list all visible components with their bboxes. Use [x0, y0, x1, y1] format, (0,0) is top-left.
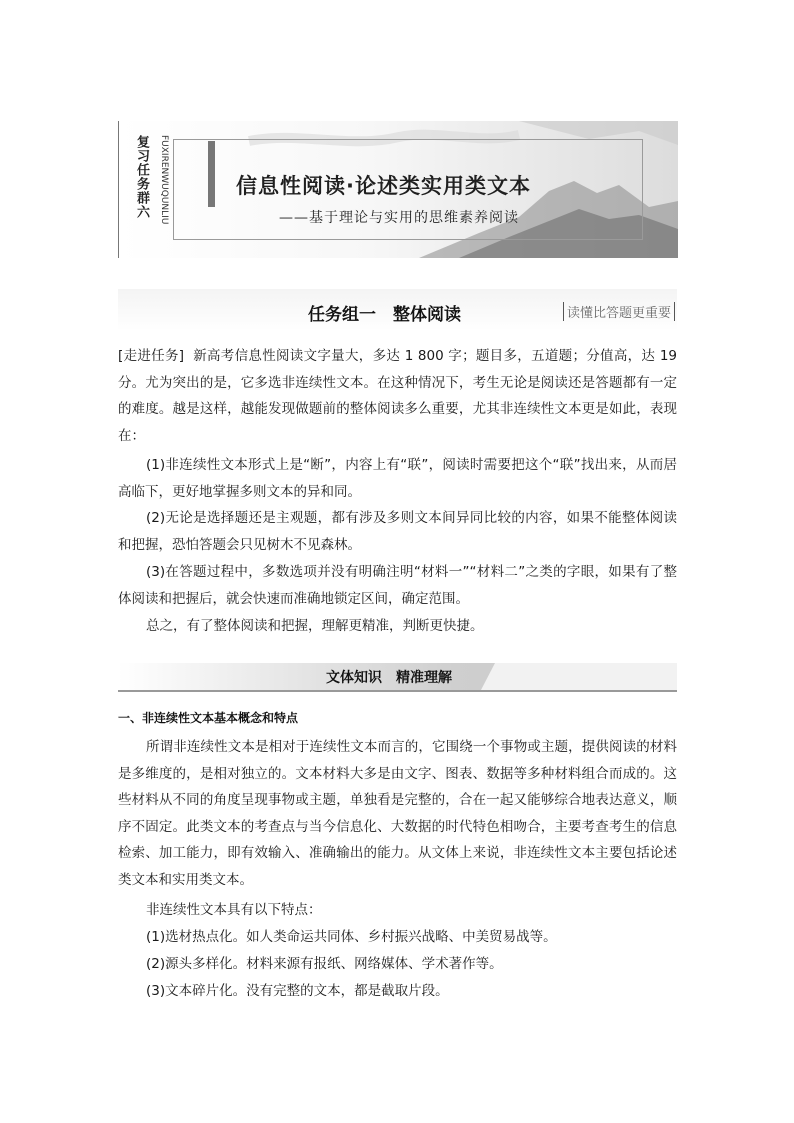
intro-label: [走进任务]: [118, 348, 185, 364]
section-title: 文体知识 精准理解: [326, 670, 452, 686]
point-2: (2)无论是选择题还是主观题，都有涉及多则文本间异同比较的内容，如果不能整体阅读和把握，恐怕答题会只见树木不见森林。: [118, 510, 677, 553]
section-band: [118, 663, 677, 692]
decorative-bar: [208, 141, 215, 207]
chapter-title: 信息性阅读·论述类实用类文本: [236, 174, 531, 198]
subsection-heading: 一、非连续性文本基本概念和特点: [118, 711, 299, 725]
vertical-chapter-label: 复习任务群六: [134, 135, 149, 219]
chapter-banner: [118, 121, 678, 258]
features-intro: 非连续性文本具有以下特点：: [146, 902, 322, 918]
point-3: (3)在答题过程中，多数选项并没有明确注明“材料一”“材料二”之类的字眼，如果有了整体阅读和把握后，就会快速而准确地锁定区间，确定范围。: [118, 564, 677, 607]
chapter-subtitle: ——基于理论与实用的思维素养阅读: [279, 210, 519, 226]
feature-2: (2)源头多样化。材料来源有报纸、网络媒体、学术著作等。: [146, 956, 503, 972]
intro-paragraph: [118, 343, 677, 449]
feature-1: (1)选材热点化。如人类命运共同体、乡村振兴战略、中美贸易战等。: [146, 929, 557, 945]
task-group-title: 任务组一 整体阅读: [308, 305, 461, 325]
definition-paragraph: 所谓非连续性文本是相对于连续性文本而言的，它围绕一个事物或主题，提供阅读的材料是多维度的，是相对独立的。文本材料大多是由文字、图表、数据等多种材料组合而成的。这些材料从不同的角度呈现事物或主题，单独看是完整的，合在一起又能够综合地表达意义，顺序不固定。此类文本的考查点与当今信息化、大数据的时代特色相吻合，主要考查考生的信息检索、加工能力，即有效输入、准确输出的能力。从文体上来说，非连续性文本主要包括论述类文本和实用类文本。: [118, 739, 677, 888]
feature-3: (3)文本碎片化。没有完整的文本，都是截取片段。: [146, 983, 449, 999]
intro-text: 新高考信息性阅读文字量大，多达 1 800 字；题目多，五道题；分值高，达 19 分。尤为突出的是，它多选非连续性文本。在这种情况下，考生无论是阅读还是答题都有一定的难度。越是这样，越能发现做题前的整体阅读多么重要，尤其非连续性文本更是如此，表现在：: [118, 348, 677, 444]
vertical-pinyin-label: FUXIRENWUQUNLIU: [159, 135, 169, 225]
section-band-tail: [481, 663, 677, 690]
point-1: (1)非连续性文本形式上是“断”，内容上有“联”，阅读时需要把这个“联”找出来，从而居高临下，更好地掌握多则文本的异和同。: [118, 457, 677, 500]
summary-paragraph: 总之，有了整体阅读和把握，理解更精准，判断更快捷。: [146, 618, 484, 634]
task-group-header: [118, 289, 677, 331]
task-group-tag: 读懂比答题更重要: [563, 302, 675, 321]
